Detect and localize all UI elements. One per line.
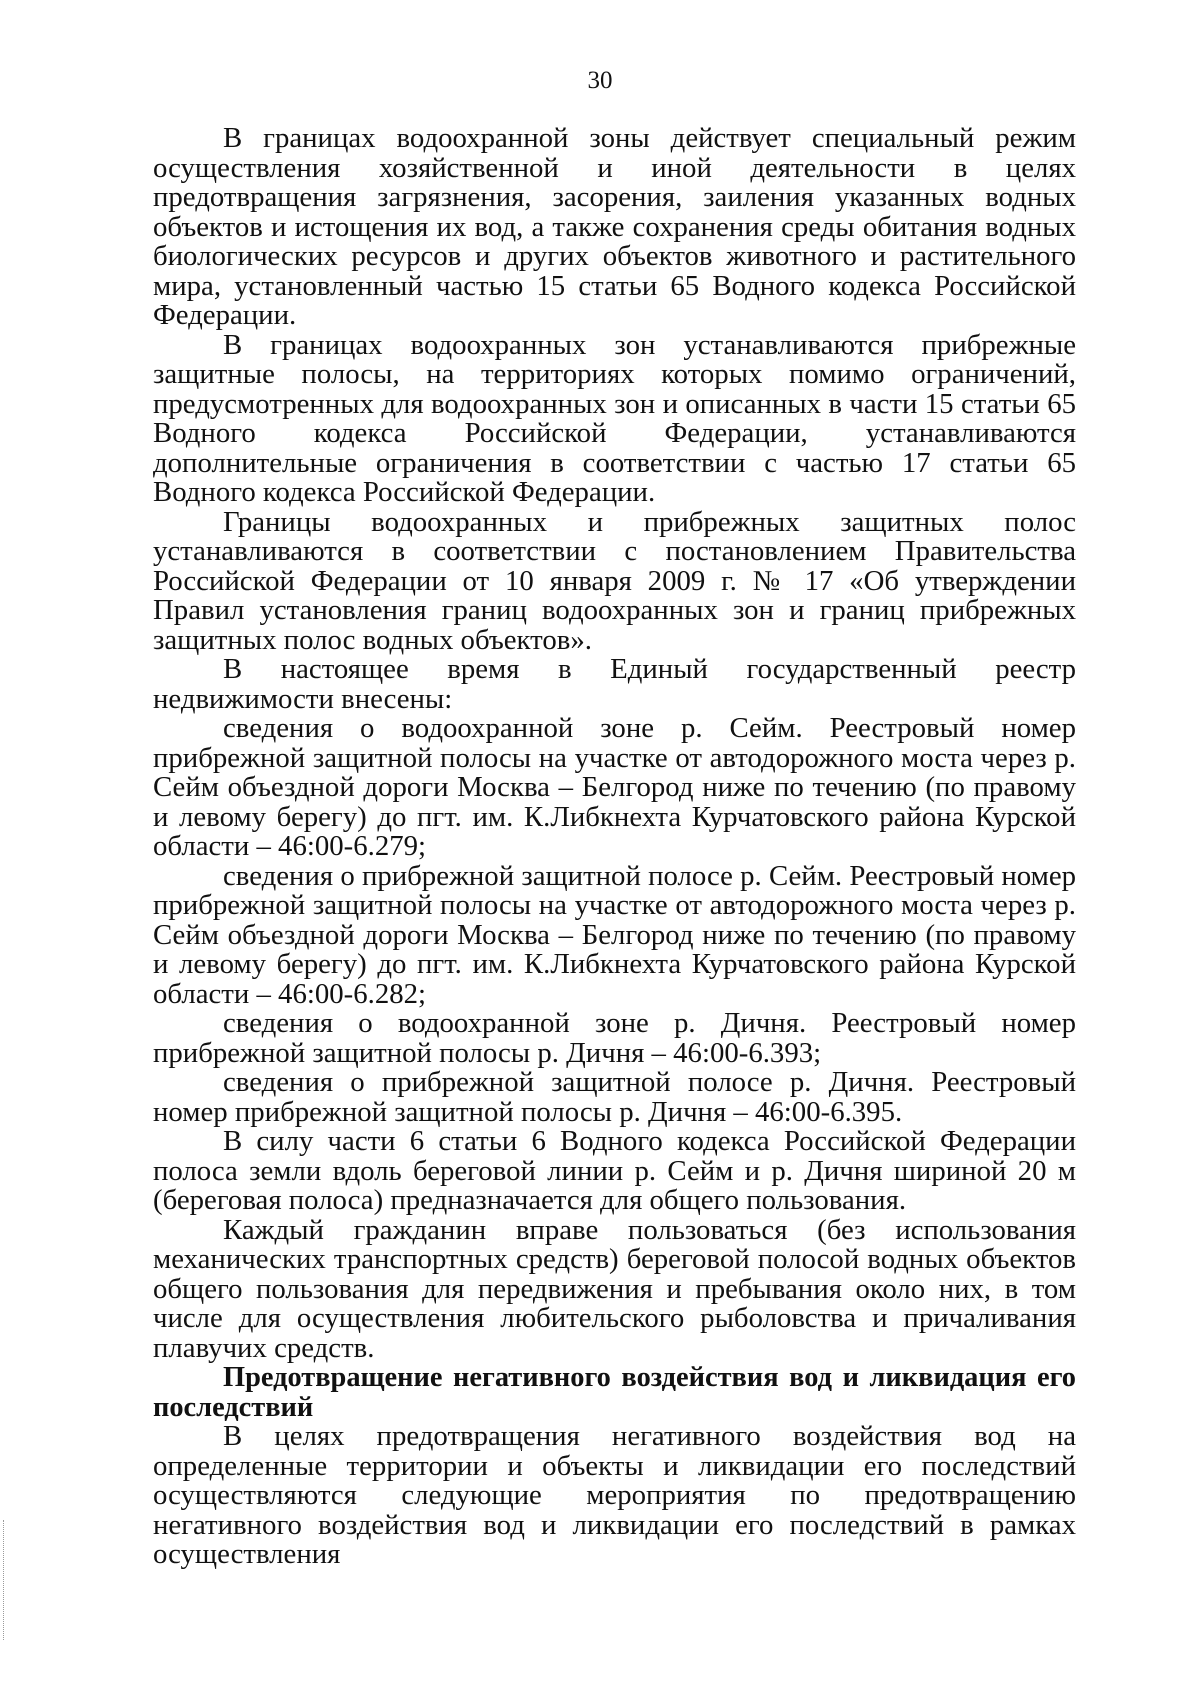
paragraph-dichnya-water-protection-zone: сведения о водоохранной зоне р. Дичня. Реестровый номер прибрежной защитной полосы р. Дичня – 46:00-6.393;: [153, 1007, 1076, 1069]
scan-margin-artifact: [3, 1520, 5, 1640]
paragraph-shoreline-public-use: В силу части 6 статьи 6 Водного кодекса Российской Федерации полоса земли вдоль береговой линии р. Сейм и р. Дичня шириной 20 м (береговая полоса) предназначается для общего пользования.: [153, 1125, 1076, 1216]
paragraph-registry-intro: В настоящее время в Единый государственный реестр недвижимости внесены:: [153, 653, 1076, 715]
paragraph-citizen-rights: Каждый гражданин вправе пользоваться (без использования механических транспортных средств) береговой полосой водных объектов общего пользования для передвижения и пребывания около них, в том числе для осуществления любительского рыболовства и причаливания плавучих средств.: [153, 1213, 1076, 1364]
paragraph-coastal-protective-strips: В границах водоохранных зон устанавливаются прибрежные защитные полосы, на территориях которых помимо ограничений, предусмотренных для водоохранных зон и описанных в части 15 статьи 65 Водного кодекса Российской Федерации, устанавливаются дополнительные ограничения в соответствии с частью 17 статьи 65 Водного кодекса Российской Федерации.: [153, 328, 1076, 508]
paragraph-seym-water-protection-zone: сведения о водоохранной зоне р. Сейм. Реестровый номер прибрежной защитной полосы на участке от автодорожного моста через р. Сейм объездной дороги Москва – Белгород ниже по течению (по правому и левому берегу) до пгт. им. К.Либкнехта Курчатовского района Курской области – 46:00-6.279;: [153, 712, 1076, 862]
paragraph-dichnya-coastal-strip: сведения о прибрежной защитной полосе р. Дичня. Реестровый номер прибрежной защитной полосы р. Дичня – 46:00-6.395.: [153, 1066, 1076, 1128]
document-body: [153, 124, 1076, 1570]
paragraph-water-protection-zone-regime: В границах водоохранной зоны действует специальный режим осуществления хозяйственной и иной деятельности в целях предотвращения загрязнения, засорения, заиления указанных водных объектов и истощения их вод, а также сохранения среды обитания водных биологических ресурсов и других объектов животного и растительного мира, установленный частью 15 статьи 65 Водного кодекса Российской Федерации.: [153, 122, 1076, 331]
paragraph-prevention-measures: В целях предотвращения негативного воздействия вод на определенные территории и объекты и ликвидации его последствий осуществляются следующие мероприятия по предотвращению негативного воздействия вод и ликвидации его последствий в рамках осуществления: [153, 1420, 1076, 1570]
page-number: 30: [587, 67, 613, 94]
paragraph-boundaries-resolution: Границы водоохранных и прибрежных защитных полос устанавливаются в соответствии с постановлением Правительства Российской Федерации от 10 января 2009 г. № 17 «Об утверждении Правил установления границ водоохранных зон и границ прибрежных защитных полос водных объектов».: [153, 505, 1076, 656]
section-heading: Предотвращение негативного воздействия вод и ликвидация его последствий: [153, 1362, 1076, 1423]
paragraph-seym-coastal-strip: сведения о прибрежной защитной полосе р. Сейм. Реестровый номер прибрежной защитной полосы на участке от автодорожного моста через р. Сейм объездной дороги Москва – Белгород ниже по течению (по правому и левому берегу) до пгт. им. К.Либкнехта Курчатовского района Курской области – 46:00-6.282;: [153, 859, 1076, 1010]
